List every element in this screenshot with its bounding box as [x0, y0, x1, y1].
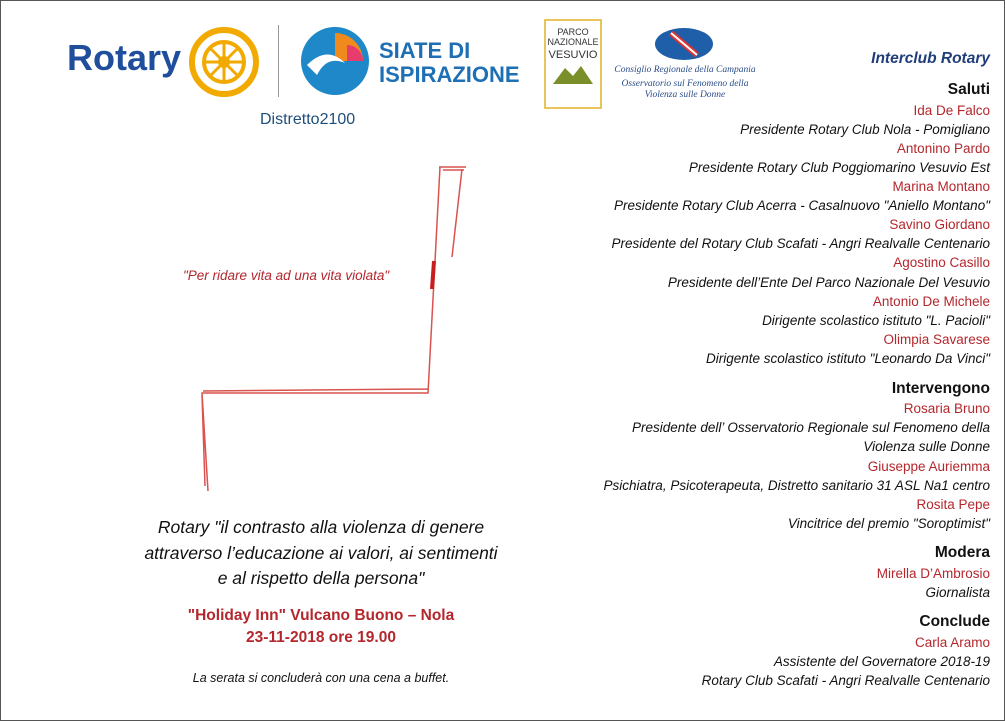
person-role: Rotary Club Scafati - Angri Realvalle Centenario: [701, 673, 990, 688]
person-name: Giuseppe Auriemma: [867, 459, 990, 474]
person-role: Dirigente scolastico istituto "L. Pacioli": [762, 313, 990, 328]
regione-campania-icon: [653, 27, 715, 61]
distretto-label: Distretto2100: [260, 111, 356, 128]
mountain-icon: [551, 60, 595, 86]
heading-modera: Modera: [934, 544, 990, 561]
person-role: Psichiatra, Psicoterapeuta, Distretto sanitario 31 ASL Na1 centro: [603, 478, 990, 493]
divider: [278, 25, 279, 97]
parco-line: NAZIONALE: [547, 37, 599, 47]
red-line-drawing: [196, 161, 476, 501]
person-role: Assistente del Governatore 2018-19: [773, 654, 990, 669]
person-role: Vincitrice del premio "Soroptimist": [787, 516, 990, 531]
person-role: Presidente Rotary Club Nola - Pomigliano: [740, 122, 990, 137]
theme-text: [101, 515, 541, 592]
date-time: 23-11-2018 ore 19.00: [246, 629, 396, 646]
parco-line: PARCO: [557, 27, 589, 37]
rotary-wheel-icon: [187, 27, 261, 97]
person-role: Presidente del Rotary Club Scafati - Angri Realvalle Centenario: [611, 236, 990, 251]
heading-intervengono: Intervengono: [891, 380, 990, 397]
person-role: Giornalista: [925, 585, 990, 600]
person-name: Carla Aramo: [914, 635, 990, 650]
theme-line: attraverso l’educazione ai valori, ai sentimenti: [144, 542, 498, 563]
heading-saluti: Saluti: [947, 81, 990, 98]
person-name: Ida De Falco: [913, 103, 990, 118]
person-role: Presidente dell’Ente Del Parco Nazionale Del Vesuvio: [667, 275, 990, 290]
consiglio-regionale-text: [613, 65, 757, 101]
consiglio-line: Violenza sulle Donne: [644, 90, 726, 100]
dinner-note: La serata si concluderà con una cena a buffet.: [192, 671, 450, 685]
person-role: Presidente dell’ Osservatorio Regionale sul Fenomeno della: [632, 420, 990, 435]
person-name: Rosaria Bruno: [903, 401, 990, 416]
venue: "Holiday Inn" Vulcano Buono – Nola: [187, 607, 455, 624]
person-name: Antonino Pardo: [896, 141, 990, 156]
siate-di-ispirazione-icon: [297, 25, 373, 97]
siate-line-1: SIATE DI: [379, 38, 471, 63]
person-role: Presidente Rotary Club Poggiomarino Vesuvio Est: [688, 160, 990, 175]
consiglio-line: Osservatorio sul Fenomeno della: [621, 79, 749, 89]
siate-line-2: ISPIRAZIONE: [379, 62, 520, 87]
rotary-wordmark: Rotary: [67, 37, 182, 78]
person-name: Marina Montano: [892, 179, 990, 194]
parco-vesuvio-logo: [544, 19, 602, 109]
siate-di-ispirazione-text: [379, 39, 520, 87]
quote-text: "Per ridare vita ad una vita violata": [183, 268, 390, 283]
theme-line: Rotary "il contrasto alla violenza di genere: [157, 517, 485, 537]
person-role: Dirigente scolastico istituto "Leonardo Da Vinci": [706, 351, 990, 366]
person-role: Violenza sulle Donne: [863, 439, 990, 454]
consiglio-line: Consiglio Regionale della Campania: [614, 65, 756, 75]
parco-line: VESUVIO: [548, 49, 598, 61]
person-name: Antonio De Michele: [872, 294, 990, 309]
theme-line: e al rispetto della persona": [217, 568, 425, 588]
person-name: Rosita Pepe: [916, 497, 990, 512]
person-name: Olimpia Savarese: [883, 332, 990, 347]
heading-conclude: Conclude: [919, 613, 990, 630]
person-role: Presidente Rotary Club Acerra - Casalnuovo "Aniello Montano": [613, 198, 990, 213]
program-title: Interclub Rotary: [871, 50, 990, 67]
person-name: Mirella D’Ambrosio: [876, 566, 990, 581]
person-name: Agostino Casillo: [893, 255, 990, 270]
rotary-logo: [67, 37, 181, 79]
person-name: Savino Giordano: [889, 217, 990, 232]
